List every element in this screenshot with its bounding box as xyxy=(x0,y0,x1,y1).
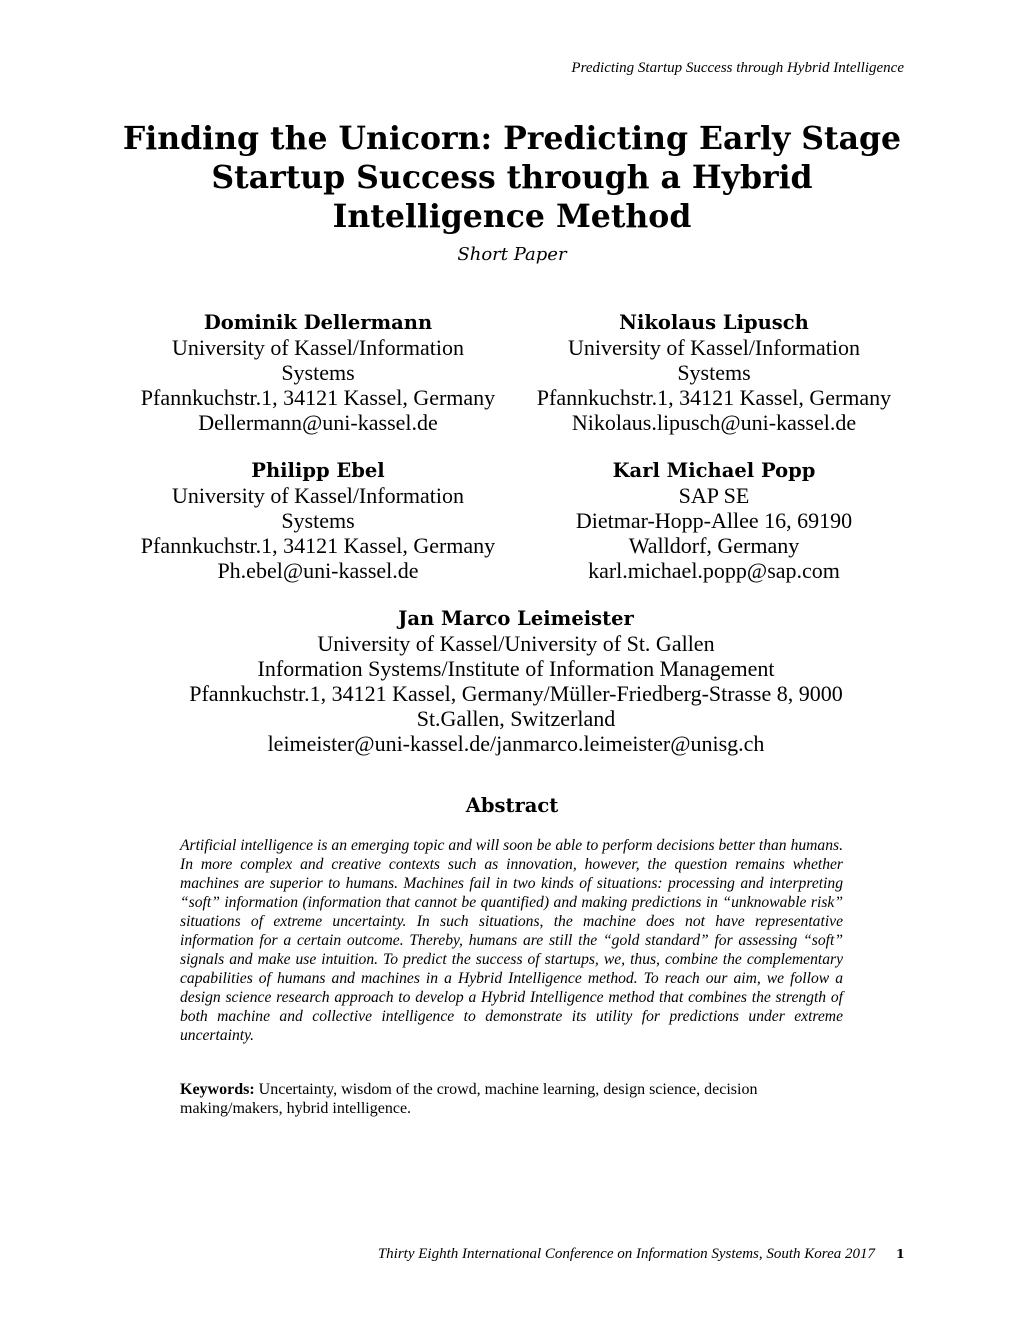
keywords-text: Uncertainty, wisdom of the crowd, machine learning, design science, decision making/makers, hybrid intelligence. xyxy=(180,1081,758,1117)
author-affiliation: University of Kassel/Information xyxy=(171,335,465,360)
author-block xyxy=(100,606,932,756)
author-affiliation: Systems xyxy=(281,508,355,533)
author-email: karl.michael.popp@sap.com xyxy=(588,558,840,583)
author-affiliation: Systems xyxy=(281,360,355,385)
title-line: Intelligence Method xyxy=(332,198,692,235)
author-address: Walldorf, Germany xyxy=(628,533,800,558)
abstract-heading: Abstract xyxy=(465,794,559,817)
author-name: Dominik Dellermann xyxy=(203,311,433,334)
author-affiliation: University of Kassel/Information xyxy=(567,335,861,360)
author-email: Ph.ebel@uni-kassel.de xyxy=(217,558,419,583)
keywords xyxy=(180,1080,850,1118)
author-name: Karl Michael Popp xyxy=(612,459,816,482)
author-affiliation: Information Systems/Institute of Information Management xyxy=(257,656,775,681)
conference-footer: Thirty Eighth International Conference on Information Systems, South Korea 2017 xyxy=(377,1246,875,1262)
author-address: St.Gallen, Switzerland xyxy=(416,706,616,731)
author-name: Jan Marco Leimeister xyxy=(398,607,634,630)
running-header: Predicting Startup Success through Hybrid Intelligence xyxy=(571,60,904,76)
author-name: Philipp Ebel xyxy=(251,459,385,482)
author-email: Nikolaus.lipusch@uni-kassel.de xyxy=(571,410,857,435)
author-address: Pfannkuchstr.1, 34121 Kassel, Germany xyxy=(536,385,892,410)
author-name: Nikolaus Lipusch xyxy=(619,311,809,334)
author-address: Pfannkuchstr.1, 34121 Kassel, Germany xyxy=(140,385,496,410)
title-line: Startup Success through a Hybrid xyxy=(211,159,813,196)
paper-title xyxy=(100,119,924,236)
author-block xyxy=(514,310,914,435)
keywords-label: Keywords: xyxy=(180,1081,255,1098)
paper-type: Short Paper xyxy=(457,244,567,265)
author-address: Pfannkuchstr.1, 34121 Kassel, Germany xyxy=(140,533,496,558)
page-number: 1 xyxy=(896,1246,905,1261)
author-affiliation: University of Kassel/Information xyxy=(171,483,465,508)
author-address: Dietmar-Hopp-Allee 16, 69190 xyxy=(575,508,853,533)
author-block xyxy=(514,458,914,583)
author-affiliation: Systems xyxy=(677,360,751,385)
author-block xyxy=(118,310,518,435)
author-address: Pfannkuchstr.1, 34121 Kassel, Germany/Müller-Friedberg-Strasse 8, 9000 xyxy=(189,681,843,706)
author-block xyxy=(118,458,518,583)
author-email: Dellermann@uni-kassel.de xyxy=(198,410,438,435)
author-email: leimeister@uni-kassel.de/janmarco.leimeister@unisg.ch xyxy=(267,731,765,756)
author-affiliation: SAP SE xyxy=(678,483,750,508)
title-line: Finding the Unicorn: Predicting Early Stage xyxy=(122,120,902,157)
author-affiliation: University of Kassel/University of St. Gallen xyxy=(317,631,715,656)
abstract-text: Artificial intelligence is an emerging topic and will soon be able to perform decisions better than humans. In more complex and creative contexts such as innovation, however, the question remains whether machines are superior to humans. Machines fail in two kinds of situations: processing and interpreting “soft” information (information that cannot be quantified) and making predictions in “unknowable risk” situations of extreme uncertainty. In such situations, the machine does not have representative information for a certain outcome. Thereby, humans are still the “gold standard” for assessing “soft” signals and make use intuition. To predict the success of startups, we, thus, combine the complementary capabilities of humans and machines in a Hybrid Intelligence method. To reach our aim, we follow a design science research approach to develop a Hybrid Intelligence method that combines the strength of both machine and collective intelligence to demonstrate its utility for predictions under extreme uncertainty. xyxy=(180,837,843,1044)
